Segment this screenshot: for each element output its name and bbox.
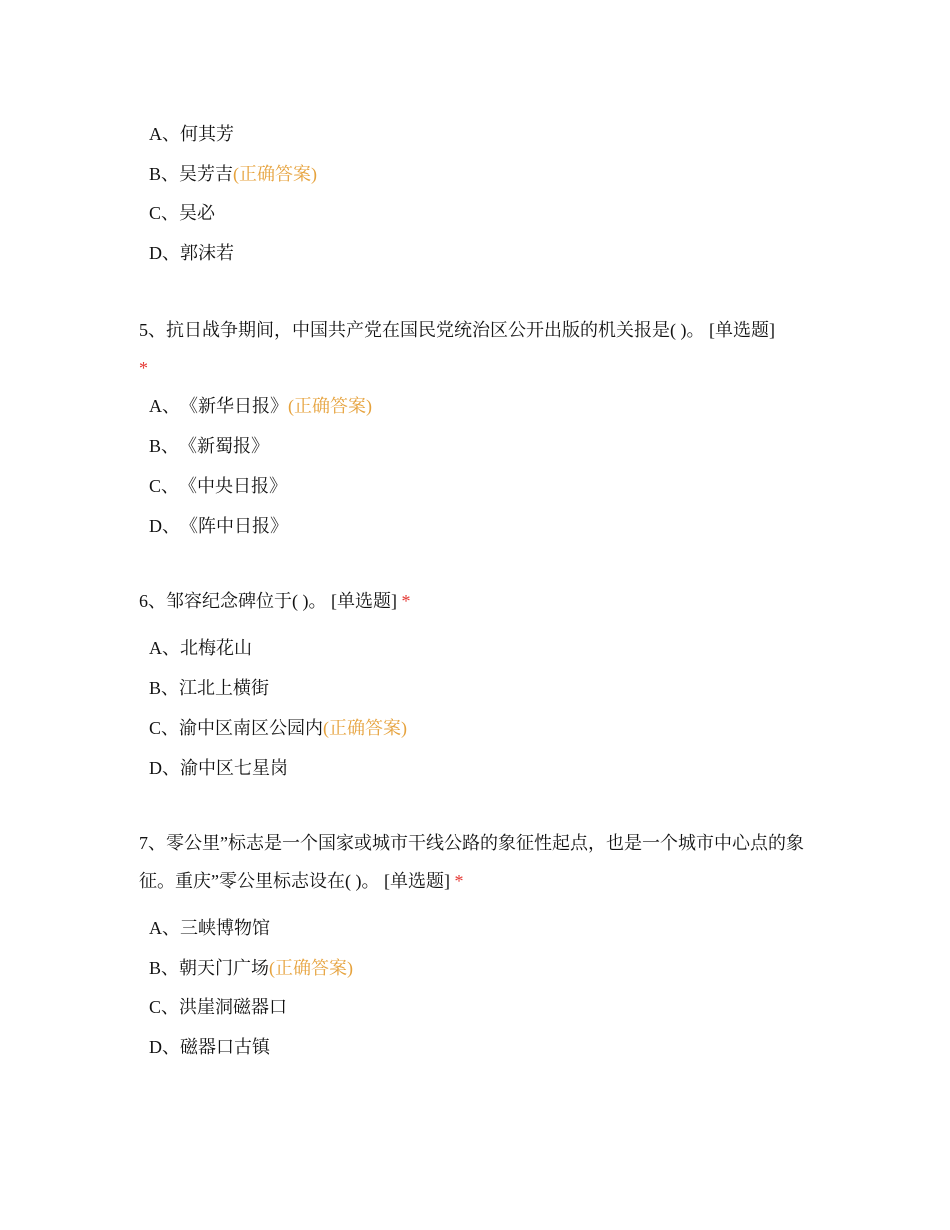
option-q4-b[interactable] (149, 162, 317, 186)
option-letter: B、 (149, 958, 180, 978)
option-text: 吴必 (179, 203, 216, 223)
option-text: 三峡博物馆 (180, 918, 270, 938)
required-mark: * (454, 871, 464, 891)
option-letter: A、 (149, 638, 180, 658)
option-letter: C、 (149, 203, 180, 223)
option-letter: A、 (149, 396, 180, 416)
option-letter: C、 (149, 997, 180, 1017)
option-q6-b[interactable] (149, 676, 269, 700)
option-text: 何其芳 (180, 124, 234, 144)
correct-answer-tag: (正确答案) (288, 396, 372, 416)
option-q4-a[interactable] (149, 122, 234, 146)
option-letter: B、 (149, 436, 180, 456)
option-q6-a[interactable] (149, 636, 252, 660)
option-q7-a[interactable] (149, 916, 270, 940)
required-mark: * (401, 591, 411, 611)
option-letter: D、 (149, 758, 180, 778)
option-letter: B、 (149, 678, 180, 698)
option-q5-b[interactable] (149, 434, 269, 458)
option-letter: A、 (149, 918, 180, 938)
option-q6-c[interactable] (149, 716, 407, 740)
option-text: 江北上横街 (179, 678, 270, 698)
correct-answer-tag: (正确答案) (233, 164, 318, 184)
option-letter: C、 (149, 718, 180, 738)
option-q4-c[interactable] (149, 201, 215, 225)
option-text: 吴芳吉 (179, 164, 234, 184)
question-text: 5、抗日战争期间，中国共产党在国民党统治区公开出版的机关报是( )。 [单选题] (139, 320, 775, 340)
option-q5-c[interactable] (149, 474, 287, 498)
question-text: 7、零公里”标志是一个国家或城市干线公路的象征性起点，也是一个城市中心点的象征。重庆”零公里标志设在( )。 [单选题] (139, 833, 804, 891)
option-text: 渝中区七星岗 (180, 758, 288, 778)
option-letter: B、 (149, 164, 180, 184)
correct-answer-tag: (正确答案) (323, 718, 408, 738)
option-q7-b[interactable] (149, 956, 353, 980)
option-q7-d[interactable] (149, 1035, 270, 1059)
question-7-title (139, 824, 829, 900)
option-q5-a[interactable] (149, 394, 372, 418)
required-mark: * (139, 358, 148, 378)
question-text: 6、邹容纪念碑位于( )。 [单选题] (139, 591, 397, 611)
option-letter: A、 (149, 124, 180, 144)
option-text: 渝中区南区公园内 (179, 718, 324, 738)
option-text: 《新蜀报》 (179, 436, 270, 456)
option-text: 《阵中日报》 (180, 516, 288, 536)
option-letter: C、 (149, 476, 180, 496)
option-text: 北梅花山 (180, 638, 252, 658)
option-q7-c[interactable] (149, 995, 287, 1019)
option-letter: D、 (149, 243, 180, 263)
option-text: 郭沫若 (180, 243, 234, 263)
option-q4-d[interactable] (149, 241, 234, 265)
option-text: 洪崖洞磁器口 (179, 997, 288, 1017)
correct-answer-tag: (正确答案) (269, 958, 354, 978)
option-text: 《中央日报》 (179, 476, 288, 496)
option-q5-d[interactable] (149, 514, 288, 538)
option-letter: D、 (149, 1037, 180, 1057)
option-text: 朝天门广场 (179, 958, 270, 978)
option-text: 磁器口古镇 (180, 1037, 270, 1057)
option-q6-d[interactable] (149, 756, 288, 780)
option-letter: D、 (149, 516, 180, 536)
option-text: 《新华日报》 (180, 396, 288, 416)
question-5-title (139, 311, 829, 387)
question-6-title (139, 582, 829, 620)
